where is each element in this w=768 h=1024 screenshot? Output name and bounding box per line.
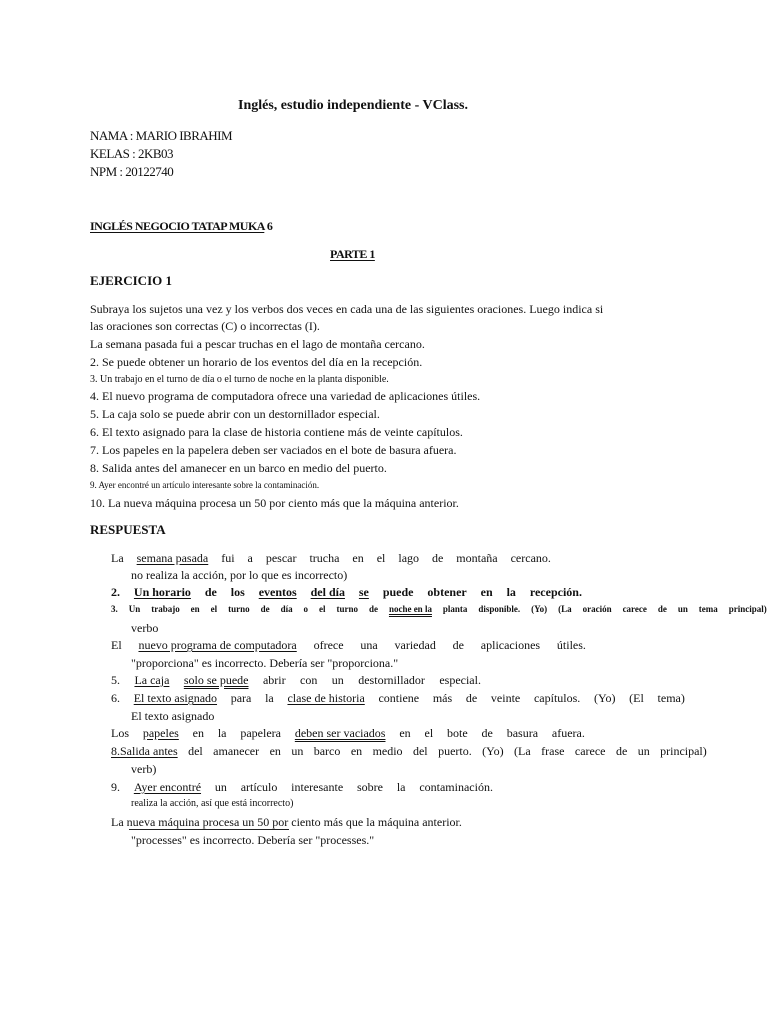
answer-8-word: en [350,744,363,758]
answer-2-word: los [230,585,245,599]
answer-4-verb: ofrece [313,638,344,652]
answer-7-word: Los [111,726,129,740]
answer-2-word: en [480,585,493,599]
answer-9 [111,780,493,795]
answer-3-word: o [303,604,309,614]
answer-8-word: principal) [660,744,707,758]
sentence-9: 9. Ayer encontré un artículo interesante sobre la contaminación. [90,480,320,490]
answer-3-word: un [677,604,688,614]
answer-2 [111,585,582,600]
answer-3-word: el [210,604,218,614]
sentence-4: 4. El nuevo programa de computadora ofrece una variedad de aplicaciones útiles. [90,389,481,403]
answer-3-word: principal) [728,604,767,614]
answer-9-word: sobre [356,780,383,794]
answer-3-word: disponible. [478,604,521,614]
sentence-10: 10. La nueva máquina procesa un 50 por ciento más que la máquina anterior. [90,496,459,510]
answer-2-word: obtener [427,585,467,599]
part-heading: PARTE 1 [330,247,375,261]
answer-6-word: tema) [657,691,685,705]
answer-8-word: (Yo) [482,744,504,758]
answer-1 [111,551,551,566]
answer-3-word: (La [558,604,572,614]
answer-9-word: contaminación. [419,780,493,794]
answer-2-subject: Un horario [133,585,191,599]
answer-3 [111,604,767,614]
answer-6-word: la [265,691,274,705]
answer-4-word: una [360,638,378,652]
answer-6-word: capítulos. [533,691,581,705]
answer-3-word: 3. [111,604,118,614]
instructions-line-2: las oraciones son correctas (C) o incorrectas (I). [90,319,320,333]
answer-7-word: papelera [240,726,281,740]
answer-1-word: a [247,551,253,565]
answer-4-note: "proporciona" es incorrecto. Debería ser "proporciona." [131,656,399,670]
answer-6-word: más [432,691,453,705]
answer-3-word: el [319,604,326,614]
answer-3-word: trabajo [151,604,180,614]
answer-3-word: turno [228,604,250,614]
answer-3-word: oración [582,604,612,614]
answer-2-word: 2. [111,585,120,599]
answer-4-word: aplicaciones [480,638,541,652]
sentence-5: 5. La caja solo se puede abrir con un destornillador especial. [90,407,380,421]
sentence-2: 2. Se puede obtener un horario de los eventos del día en la recepción. [90,355,423,369]
answer-4-word: de [452,638,464,652]
answer-2-verb: se [358,585,369,599]
answer-1-word: de [432,551,444,565]
answer-9-word: la [396,780,406,794]
course-name: INGLÉS NEGOCIO TATAP MUKA [90,219,265,233]
answer-1-word: en [352,551,364,565]
answer-3-word: Un [128,604,141,614]
answer-6 [111,691,685,706]
answer-3-word: tema [698,604,718,614]
answer-6-note: El texto asignado [131,709,215,723]
answer-6-word: de [465,691,478,705]
sentence-6: 6. El texto asignado para la clase de historia contiene más de veinte capítulos. [90,425,463,439]
instructions-line-1: Subraya los sujetos una vez y los verbos dos veces en cada una de las siguientes oraciones. Luego indica si [90,302,604,316]
answer-5-word: destornillador [358,673,425,687]
answer-3-verb: noche en la [388,604,432,614]
answer-3-word: planta [442,604,468,614]
answer-6-word: clase de historia [287,691,365,705]
student-name: NAMA : MARIO IBRAHIM [90,128,233,143]
answer-5 [111,673,481,688]
answer-7-word: de [481,726,493,740]
sentence-1: La semana pasada fui a pescar truchas en el lago de montaña cercano. [90,337,425,351]
answer-1-word: pescar [265,551,297,565]
answer-8-word: carece [574,744,606,758]
answer-6-word: para [230,691,252,705]
answer-8-note: verb) [131,762,157,776]
answer-3-word: de [657,604,667,614]
answer-8-word: de [615,744,628,758]
answer-2-word: la [506,585,516,599]
answer-10-note: "processes" es incorrecto. Debería ser "processes." [131,833,375,847]
answer-7-verb: deben ser vaciados [294,726,386,740]
answer-6-subject: El texto asignado [133,691,218,705]
document-title: Inglés, estudio independiente - VClass. [238,98,469,113]
answer-8-word: (La [514,744,531,758]
answer-7-word: el [424,726,434,740]
answer-7 [111,726,585,741]
answer-10: La nueva máquina procesa un 50 por ciento más que la máquina anterior. [111,815,462,829]
answer-6-word: (Yo) [593,691,616,705]
answer-5-word: especial. [439,673,481,687]
answer-5-verb: solo se puede [183,673,249,687]
student-npm: NPM : 20122740 [90,164,174,179]
answer-3-word: de [260,604,270,614]
answer-8-word: un [291,744,304,758]
answer-3-word: turno [336,604,358,614]
answer-8-word: en [269,744,281,758]
answer-1-word: montaña [456,551,498,565]
course-number: 6 [264,219,273,233]
answer-8-word: amanecer [213,744,260,758]
answer-4-subject: nuevo programa de computadora [138,638,297,652]
answer-9-word: artículo [240,780,278,794]
answer-8-word: medio [372,744,403,758]
answer-3-note: verbo [131,621,159,635]
course-heading [90,219,272,234]
student-class: KELAS : 2KB03 [90,146,174,161]
answer-1-word: cercano. [510,551,551,565]
answer-1-note: no realiza la acción, por lo que es incorrecto) [131,568,348,582]
answer-7-word: en [192,726,204,740]
answer-3-word: carece [622,604,647,614]
answer-8-word: del [188,744,203,758]
answer-2-word: de [204,585,217,599]
answer-2-word: del día [310,585,345,599]
answer-heading: RESPUESTA [90,522,166,537]
answer-6-word: (El [629,691,644,705]
answer-5-word: un [331,673,344,687]
answer-8 [111,744,707,759]
answer-6-verb: contiene [378,691,420,705]
exercise-heading: EJERCICIO 1 [90,273,172,288]
answer-8-word: puerto. [438,744,472,758]
answer-3-word: de [368,604,378,614]
answer-1-word: La [111,551,124,565]
answer-5-word: con [300,673,318,687]
answer-4-word: útiles. [556,638,586,652]
answer-4-word: variedad [394,638,436,652]
answer-9-word: 9. [111,780,120,794]
answer-6-word: 6. [111,691,120,705]
answer-7-word: afuera. [551,726,585,740]
answer-7-word: en [399,726,411,740]
answer-9-word: un [214,780,227,794]
answer-4 [111,638,586,653]
answer-4-word: El [111,638,122,652]
answer-1-word: el [376,551,386,565]
answer-7-word: bote [447,726,468,740]
answer-2-word: puede [382,585,414,599]
answer-5-word: 5. [111,673,120,687]
answer-5-word: abrir [262,673,286,687]
answer-1-word: lago [398,551,420,565]
answer-1-word: trucha [309,551,340,565]
answer-1-word: fui [221,551,235,565]
answer-3-word: (Yo) [531,604,548,614]
answer-3-word: en [190,604,200,614]
sentence-8: 8. Salida antes del amanecer en un barco en medio del puerto. [90,461,387,475]
answer-5-subject: La caja [134,673,170,687]
answer-9-word: interesante [291,780,344,794]
sentence-3: 3. Un trabajo en el turno de día o el turno de noche en la planta disponible. [90,374,389,385]
answer-7-word: basura [506,726,539,740]
sentence-7: 7. Los papeles en la papelera deben ser vaciados en el bote de basura afuera. [90,443,457,457]
answer-9-subject: Ayer encontré [133,780,202,794]
answer-7-subject: papeles [142,726,179,740]
answer-9-note: realiza la acción, así que está incorrecto) [131,798,294,809]
answer-8-word: frase [541,744,565,758]
answer-6-word: veinte [490,691,521,705]
answer-10-underline [129,829,289,830]
answer-8-word: un [637,744,650,758]
answer-1-subject: semana pasada [136,551,209,565]
answer-8-subject: 8.Salida antes [111,744,178,758]
answer-8-word: del [412,744,428,758]
answer-2-word: eventos [258,585,297,599]
answer-7-word: la [217,726,227,740]
answer-2-word: recepción. [529,585,582,599]
answer-8-word: barco [313,744,341,758]
answer-3-word: día [280,604,293,614]
